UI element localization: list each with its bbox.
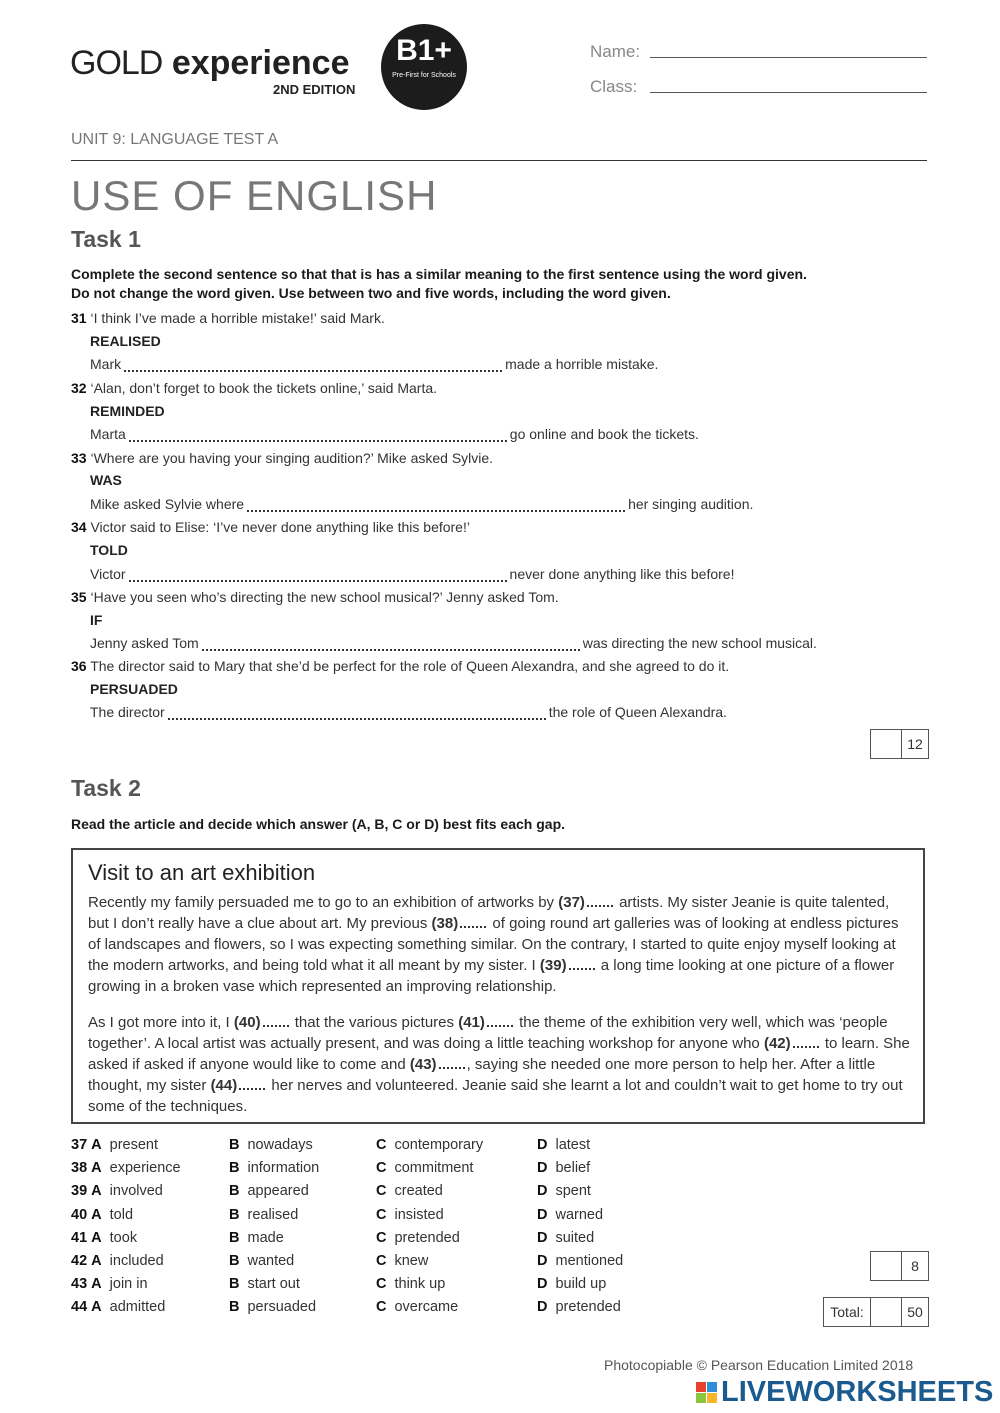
- option-letter: A: [91, 1276, 102, 1293]
- option-number: 42: [71, 1253, 88, 1269]
- gap-42[interactable]: [793, 1036, 819, 1048]
- answer-line-33: [90, 496, 753, 512]
- option-letter: C: [376, 1276, 387, 1293]
- option-39-d[interactable]: [537, 1183, 591, 1199]
- text: her nerves and volunteered. Jeanie said she learnt a lot and couldn’t wait to get home to try out some of the techniques.: [88, 1077, 903, 1115]
- option-text: told: [109, 1206, 134, 1223]
- answer-input-31[interactable]: [124, 358, 502, 372]
- text: Recently my family persuaded me to go to an exhibition of artworks by: [88, 894, 555, 911]
- option-text: took: [109, 1229, 138, 1246]
- option-letter: C: [376, 1229, 387, 1246]
- question-35: [71, 589, 559, 605]
- answer-end: was directing the new school musical.: [582, 635, 817, 651]
- task1-instruction-1: Complete the second sentence so that that is has a similar meaning to the first sentence using the word given.: [71, 266, 807, 282]
- option-38-a[interactable]: [71, 1160, 181, 1176]
- option-text: created: [394, 1183, 443, 1200]
- gap-41[interactable]: [487, 1015, 513, 1027]
- text: of going round art galleries was of looking at endless pictures of landscapes and flowers, so I was expecting something similar. On the contrary, I started to quite enjoy myself looking at the modern artworks, and being told what it all meant by my sister. I: [88, 915, 899, 974]
- answer-line-32: [90, 426, 699, 442]
- gap-42-label: (42): [763, 1035, 791, 1052]
- brand-logo: [70, 44, 349, 83]
- liveworksheets-logo[interactable]: [696, 1376, 993, 1409]
- option-letter: B: [229, 1299, 240, 1316]
- option-letter: A: [91, 1183, 102, 1200]
- article-paragraph-2: [88, 1012, 914, 1117]
- edition-label: 2ND EDITION: [273, 82, 356, 97]
- brand-gold: GOLD: [70, 44, 163, 82]
- option-43-c[interactable]: [376, 1276, 445, 1292]
- option-text: admitted: [109, 1299, 166, 1316]
- option-text: included: [109, 1253, 164, 1269]
- question-sentence: The director said to Mary that she’d be perfect for the role of Queen Alexandra, and she agreed to do it.: [90, 658, 730, 674]
- question-sentence: ‘Where are you having your singing audition?’ Mike asked Sylvie.: [90, 450, 494, 466]
- option-text: information: [247, 1160, 320, 1177]
- option-number: 37: [71, 1137, 88, 1153]
- option-letter: D: [537, 1253, 548, 1269]
- option-letter: D: [537, 1276, 548, 1293]
- answer-start: Jenny asked Tom: [90, 635, 199, 651]
- option-37-a[interactable]: [71, 1137, 158, 1153]
- option-text: pretended: [394, 1229, 460, 1246]
- option-40-b[interactable]: [229, 1207, 298, 1223]
- option-text: start out: [247, 1276, 300, 1293]
- option-letter: C: [376, 1137, 387, 1153]
- option-letter: B: [229, 1160, 240, 1177]
- option-text: think up: [394, 1276, 446, 1293]
- option-44-c[interactable]: [376, 1299, 458, 1315]
- option-39-a[interactable]: [71, 1183, 163, 1199]
- option-text: build up: [555, 1276, 607, 1293]
- answer-end: never done anything like this before!: [509, 566, 735, 582]
- question-sentence: ‘Have you seen who’s directing the new school musical?’ Jenny asked Tom.: [90, 589, 559, 605]
- option-text: suited: [555, 1229, 595, 1246]
- header-divider: [71, 160, 927, 161]
- task1-max-score: 12: [907, 736, 923, 752]
- option-41-d[interactable]: [537, 1230, 594, 1246]
- option-text: commitment: [394, 1160, 474, 1177]
- task1-heading: Task 1: [71, 226, 141, 252]
- option-letter: A: [91, 1160, 102, 1177]
- option-letter: A: [91, 1229, 102, 1246]
- question-32: [71, 380, 437, 396]
- option-letter: B: [229, 1183, 240, 1200]
- answer-start: Marta: [90, 426, 126, 442]
- task2-score-input[interactable]: [871, 1252, 902, 1280]
- option-text: appeared: [247, 1183, 309, 1200]
- text: that the various pictures: [294, 1014, 455, 1031]
- keyword-31: REALISED: [90, 333, 161, 349]
- option-38-d[interactable]: [537, 1160, 590, 1176]
- option-text: nowadays: [247, 1137, 313, 1153]
- text: artists. My sister Jeanie is quite talented, but I don’t really have a clue about art. My previous: [88, 894, 890, 932]
- gap-43[interactable]: [439, 1057, 465, 1069]
- option-text: present: [109, 1137, 159, 1153]
- option-42-a[interactable]: [71, 1253, 164, 1269]
- text: to learn. She asked if asked if anyone would like to come and: [88, 1035, 910, 1073]
- answer-line-36: [90, 704, 727, 720]
- answer-end: go online and book the tickets.: [509, 426, 699, 442]
- option-letter: D: [537, 1183, 548, 1200]
- option-text: mentioned: [555, 1253, 624, 1269]
- option-letter: B: [229, 1206, 240, 1223]
- level-subtext: Pre-First for Schools: [392, 72, 456, 79]
- option-text: made: [247, 1229, 284, 1246]
- option-text: latest: [555, 1137, 591, 1153]
- answer-start: The director: [90, 704, 165, 720]
- option-37-b[interactable]: [229, 1137, 313, 1153]
- keyword-35: IF: [90, 612, 103, 628]
- total-label: Total:: [824, 1298, 871, 1326]
- option-letter: D: [537, 1229, 548, 1246]
- option-letter: D: [537, 1206, 548, 1223]
- option-42-d[interactable]: [537, 1253, 623, 1269]
- option-letter: B: [229, 1276, 240, 1293]
- option-43-a[interactable]: [71, 1276, 148, 1292]
- option-letter: D: [537, 1299, 548, 1316]
- option-39-b[interactable]: [229, 1183, 309, 1199]
- gap-40[interactable]: [263, 1015, 289, 1027]
- option-letter: C: [376, 1183, 387, 1200]
- answer-line-35: [90, 635, 817, 651]
- option-text: persuaded: [247, 1299, 317, 1316]
- question-number: 35: [71, 589, 87, 605]
- gap-44-label: (44): [210, 1077, 238, 1094]
- option-text: overcame: [394, 1299, 459, 1316]
- option-text: spent: [555, 1183, 591, 1200]
- option-42-b[interactable]: [229, 1253, 294, 1269]
- question-number: 32: [71, 380, 87, 396]
- brand-experience: experience: [171, 44, 350, 82]
- option-text: insisted: [394, 1206, 444, 1223]
- liveworksheets-text: LIVEWORKSHEETS: [721, 1376, 994, 1408]
- question-sentence: ‘I think I’ve made a horrible mistake!’ said Mark.: [90, 310, 385, 326]
- option-text: wanted: [247, 1253, 295, 1269]
- text: the theme of the exhibition very well, which was ‘people together’. A local artist was actually present, and was doing a little teaching workshop for anyone who: [88, 1014, 888, 1052]
- option-text: knew: [394, 1253, 429, 1269]
- answer-input-32[interactable]: [129, 428, 507, 442]
- option-44-b[interactable]: [229, 1299, 316, 1315]
- option-38-b[interactable]: [229, 1160, 319, 1176]
- level-text: B1+: [396, 34, 452, 67]
- task2-heading: Task 2: [71, 775, 141, 801]
- keyword-34: TOLD: [90, 542, 128, 558]
- option-text: belief: [555, 1160, 591, 1177]
- answer-end: made a horrible mistake.: [505, 356, 659, 372]
- question-number: 33: [71, 450, 87, 466]
- answer-line-31: [90, 356, 658, 372]
- unit-label: UNIT 9: LANGUAGE TEST A: [71, 131, 279, 148]
- task1-instruction-2: Do not change the word given. Use between two and five words, including the word given.: [71, 285, 671, 301]
- keyword-33: WAS: [90, 472, 122, 488]
- option-40-c[interactable]: [376, 1207, 444, 1223]
- page-title: USE OF ENGLISH: [71, 172, 438, 219]
- option-43-b[interactable]: [229, 1276, 300, 1292]
- total-score-input[interactable]: [871, 1298, 902, 1326]
- question-number: 34: [71, 519, 87, 535]
- answer-start: Mike asked Sylvie where: [90, 496, 245, 512]
- gap-37[interactable]: [587, 895, 613, 907]
- level-badge: [381, 24, 467, 110]
- copyright-notice: Photocopiable © Pearson Education Limited 2018: [604, 1357, 914, 1373]
- question-33: [71, 450, 493, 466]
- task2-max-score: 8: [911, 1258, 919, 1274]
- answer-end: the role of Queen Alexandra.: [548, 704, 727, 720]
- option-37-d[interactable]: [537, 1137, 590, 1153]
- option-41-c[interactable]: [376, 1230, 460, 1246]
- question-sentence: Victor said to Elise: ‘I’ve never done anything like this before!’: [90, 519, 470, 535]
- keyword-36: PERSUADED: [90, 681, 178, 697]
- option-41-b[interactable]: [229, 1230, 284, 1246]
- article-box: [71, 848, 925, 1124]
- option-letter: C: [376, 1206, 387, 1223]
- question-31: [71, 310, 385, 326]
- question-34: [71, 519, 470, 535]
- gap-37-label: (37): [558, 894, 585, 911]
- option-text: involved: [109, 1183, 163, 1200]
- option-42-c[interactable]: [376, 1253, 428, 1269]
- option-text: realised: [247, 1206, 299, 1223]
- total-max-score: 50: [907, 1304, 923, 1320]
- option-43-d[interactable]: [537, 1276, 606, 1292]
- text: a long time looking at one picture of a flower growing in a broken vase which represented an improving relationship.: [88, 957, 895, 995]
- option-number: 44: [71, 1299, 88, 1316]
- option-40-d[interactable]: [537, 1207, 603, 1223]
- gap-39[interactable]: [569, 958, 595, 970]
- answer-start: Mark: [90, 356, 122, 372]
- option-letter: B: [229, 1253, 240, 1269]
- option-letter: B: [229, 1229, 240, 1246]
- question-number: 36: [71, 658, 87, 674]
- option-text: contemporary: [394, 1137, 484, 1153]
- article-title: Visit to an art exhibition: [88, 860, 316, 885]
- gap-43-label: (43): [409, 1056, 437, 1073]
- option-letter: A: [91, 1137, 102, 1153]
- option-44-a[interactable]: [71, 1299, 165, 1315]
- option-number: 40: [71, 1206, 88, 1223]
- option-letter: C: [376, 1253, 387, 1269]
- option-letter: A: [91, 1206, 102, 1223]
- option-number: 43: [71, 1276, 88, 1293]
- option-text: experience: [109, 1160, 181, 1177]
- option-38-c[interactable]: [376, 1160, 473, 1176]
- option-letter: D: [537, 1160, 548, 1177]
- option-number: 38: [71, 1160, 88, 1177]
- option-41-a[interactable]: [71, 1230, 137, 1246]
- option-text: warned: [555, 1206, 604, 1223]
- keyword-32: REMINDED: [90, 403, 165, 419]
- answer-input-33[interactable]: [247, 498, 625, 512]
- text: , saying she needed one more person to help her. After a little thought, my sister: [88, 1056, 876, 1094]
- text: As I got more into it, I: [88, 1014, 230, 1031]
- name-label: Name:: [590, 42, 641, 61]
- class-label: Class:: [590, 77, 638, 96]
- answer-start: Victor: [90, 566, 126, 582]
- answer-line-34: [90, 566, 734, 582]
- gap-41-label: (41): [458, 1014, 485, 1031]
- gap-38-label: (38): [431, 915, 459, 932]
- name-field[interactable]: [650, 57, 927, 58]
- option-letter: C: [376, 1160, 387, 1177]
- task2-instruction: Read the article and decide which answer (A, B, C or D) best fits each gap.: [71, 816, 566, 832]
- option-letter: D: [537, 1137, 548, 1153]
- gap-44[interactable]: [239, 1078, 265, 1090]
- liveworksheets-cube-icon: [696, 1382, 718, 1404]
- answer-input-36[interactable]: [168, 706, 546, 720]
- question-sentence: ‘Alan, don’t forget to book the tickets online,’ said Marta.: [90, 380, 438, 396]
- option-letter: C: [376, 1299, 387, 1316]
- gap-39-label: (39): [539, 957, 567, 974]
- answer-input-34[interactable]: [129, 568, 507, 582]
- option-letter: A: [91, 1299, 102, 1316]
- total-score-box: [823, 1297, 929, 1327]
- task1-score-input[interactable]: [871, 730, 902, 758]
- option-number: 39: [71, 1183, 88, 1200]
- option-40-a[interactable]: [71, 1207, 133, 1223]
- task1-score-box: [870, 729, 929, 759]
- answer-input-35[interactable]: [202, 637, 580, 651]
- question-36: [71, 658, 729, 674]
- gap-40-label: (40): [233, 1014, 261, 1031]
- option-37-c[interactable]: [376, 1137, 483, 1153]
- option-44-d[interactable]: [537, 1299, 621, 1315]
- article-paragraph-1: [88, 892, 914, 997]
- option-text: pretended: [555, 1299, 621, 1316]
- class-field[interactable]: [650, 92, 927, 93]
- answer-end: her singing audition.: [628, 496, 754, 512]
- option-letter: B: [229, 1137, 240, 1153]
- task2-score-box: [870, 1251, 929, 1281]
- question-number: 31: [71, 310, 87, 326]
- option-text: join in: [109, 1276, 148, 1293]
- gap-38[interactable]: [460, 916, 486, 928]
- option-39-c[interactable]: [376, 1183, 443, 1199]
- option-letter: A: [91, 1253, 102, 1269]
- option-number: 41: [71, 1229, 88, 1246]
